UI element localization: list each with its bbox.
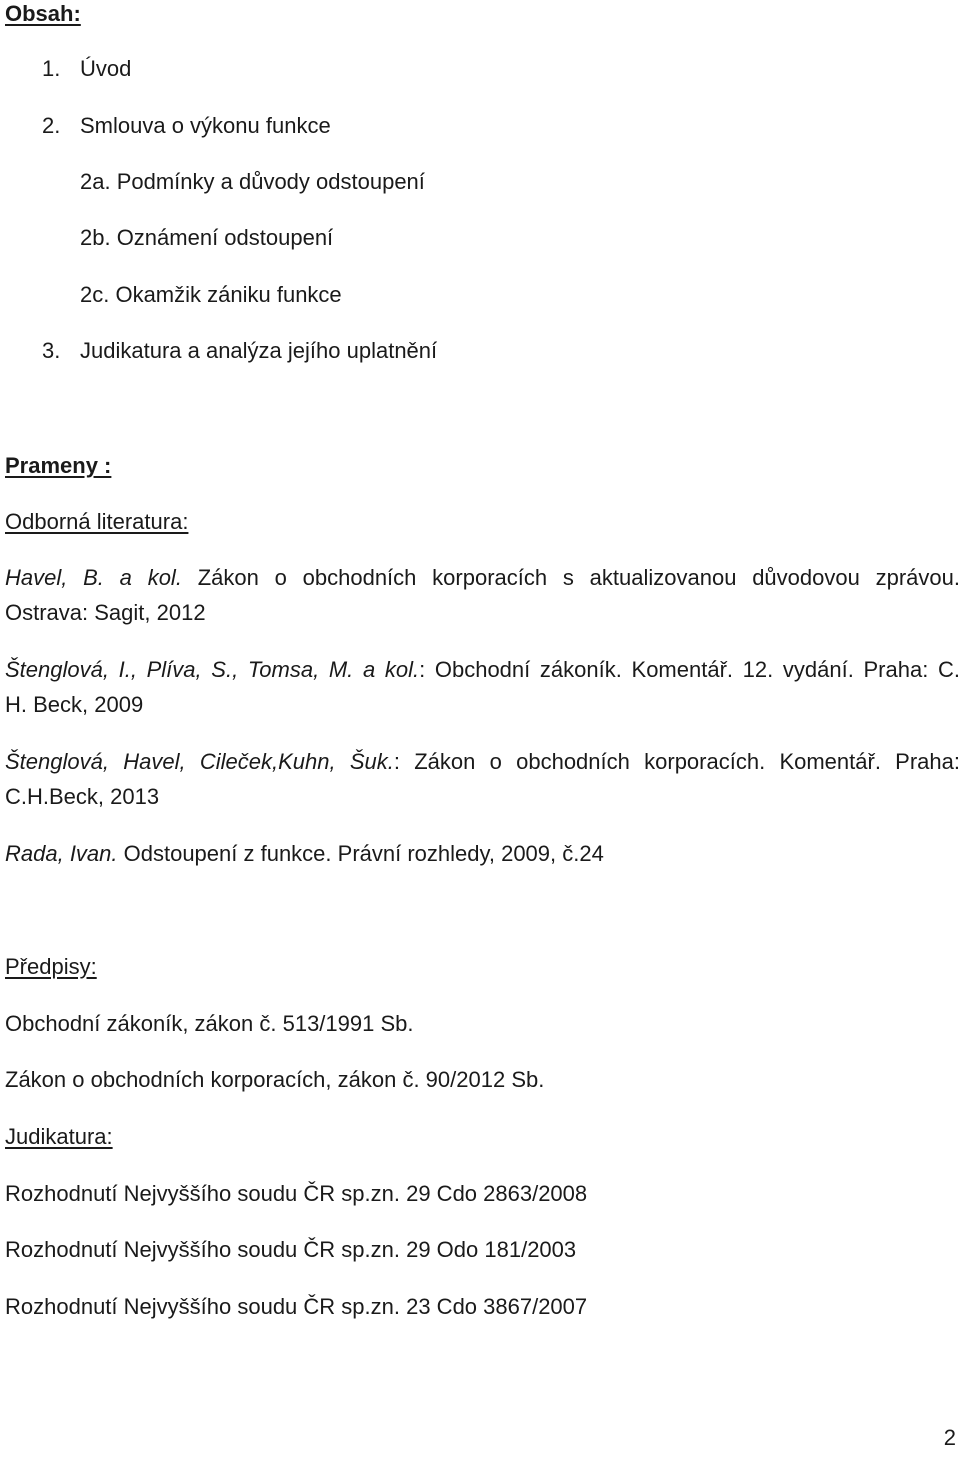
toc-item bbox=[42, 55, 131, 83]
toc-item bbox=[42, 337, 437, 365]
literature-authors: Štenglová, Havel, Cileček,Kuhn, Šuk. bbox=[5, 749, 394, 774]
literature-title: Zákon o obchodních korporacích s aktualizovanou důvodovou zprávou. bbox=[197, 565, 960, 590]
toc-subitem: 2b. Oznámení odstoupení bbox=[80, 225, 334, 250]
literature-authors: Rada, Ivan. bbox=[5, 841, 118, 866]
page-number: 2 bbox=[943, 1425, 956, 1450]
sources-heading: Prameny : bbox=[5, 453, 112, 478]
literature-entry-continued: C.H.Beck, 2013 bbox=[5, 784, 160, 809]
toc-item-number: 1. bbox=[42, 56, 61, 81]
toc-item-number: 3. bbox=[42, 338, 61, 363]
literature-heading: Odborná literatura: bbox=[5, 509, 189, 534]
literature-title: : Zákon o obchodních korporacích. Komentář. Praha: bbox=[393, 749, 960, 774]
literature-entry-continued: H. Beck, 2009 bbox=[5, 692, 144, 717]
literature-authors: Havel, B. a kol. bbox=[5, 565, 182, 590]
regulation-item: Obchodní zákoník, zákon č. 513/1991 Sb. bbox=[5, 1011, 414, 1036]
toc-subitem: 2c. Okamžik zániku funkce bbox=[80, 282, 342, 307]
literature-title: : Obchodní zákoník. Komentář. 12. vydání. Praha: C. bbox=[419, 657, 960, 682]
toc-subitem: 2a. Podmínky a důvody odstoupení bbox=[80, 169, 425, 194]
literature-entry bbox=[5, 748, 960, 776]
literature-entry-continued: Ostrava: Sagit, 2012 bbox=[5, 600, 206, 625]
toc-item-label: Úvod bbox=[80, 56, 132, 81]
toc-item-label: Smlouva o výkonu funkce bbox=[80, 113, 331, 138]
case-law-item: Rozhodnutí Nejvyššího soudu ČR sp.zn. 23 Cdo 3867/2007 bbox=[5, 1294, 588, 1319]
contents-heading: Obsah: bbox=[5, 1, 81, 26]
toc-item-number: 2. bbox=[42, 113, 61, 138]
regulation-item: Zákon o obchodních korporacích, zákon č. 90/2012 Sb. bbox=[5, 1067, 545, 1092]
case-law-heading: Judikatura: bbox=[5, 1124, 113, 1149]
regulations-heading: Předpisy: bbox=[5, 954, 97, 979]
literature-entry bbox=[5, 564, 960, 592]
case-law-item: Rozhodnutí Nejvyššího soudu ČR sp.zn. 29 Odo 181/2003 bbox=[5, 1237, 577, 1262]
literature-authors: Štenglová, I., Plíva, S., Tomsa, M. a kol. bbox=[5, 657, 420, 682]
literature-title: Odstoupení z funkce. Právní rozhledy, 2009, č.24 bbox=[117, 841, 604, 866]
case-law-item: Rozhodnutí Nejvyššího soudu ČR sp.zn. 29 Cdo 2863/2008 bbox=[5, 1181, 588, 1206]
toc-item-label: Judikatura a analýza jejího uplatnění bbox=[80, 338, 438, 363]
toc-item bbox=[42, 112, 331, 140]
literature-entry bbox=[5, 656, 960, 684]
literature-entry bbox=[5, 840, 604, 868]
